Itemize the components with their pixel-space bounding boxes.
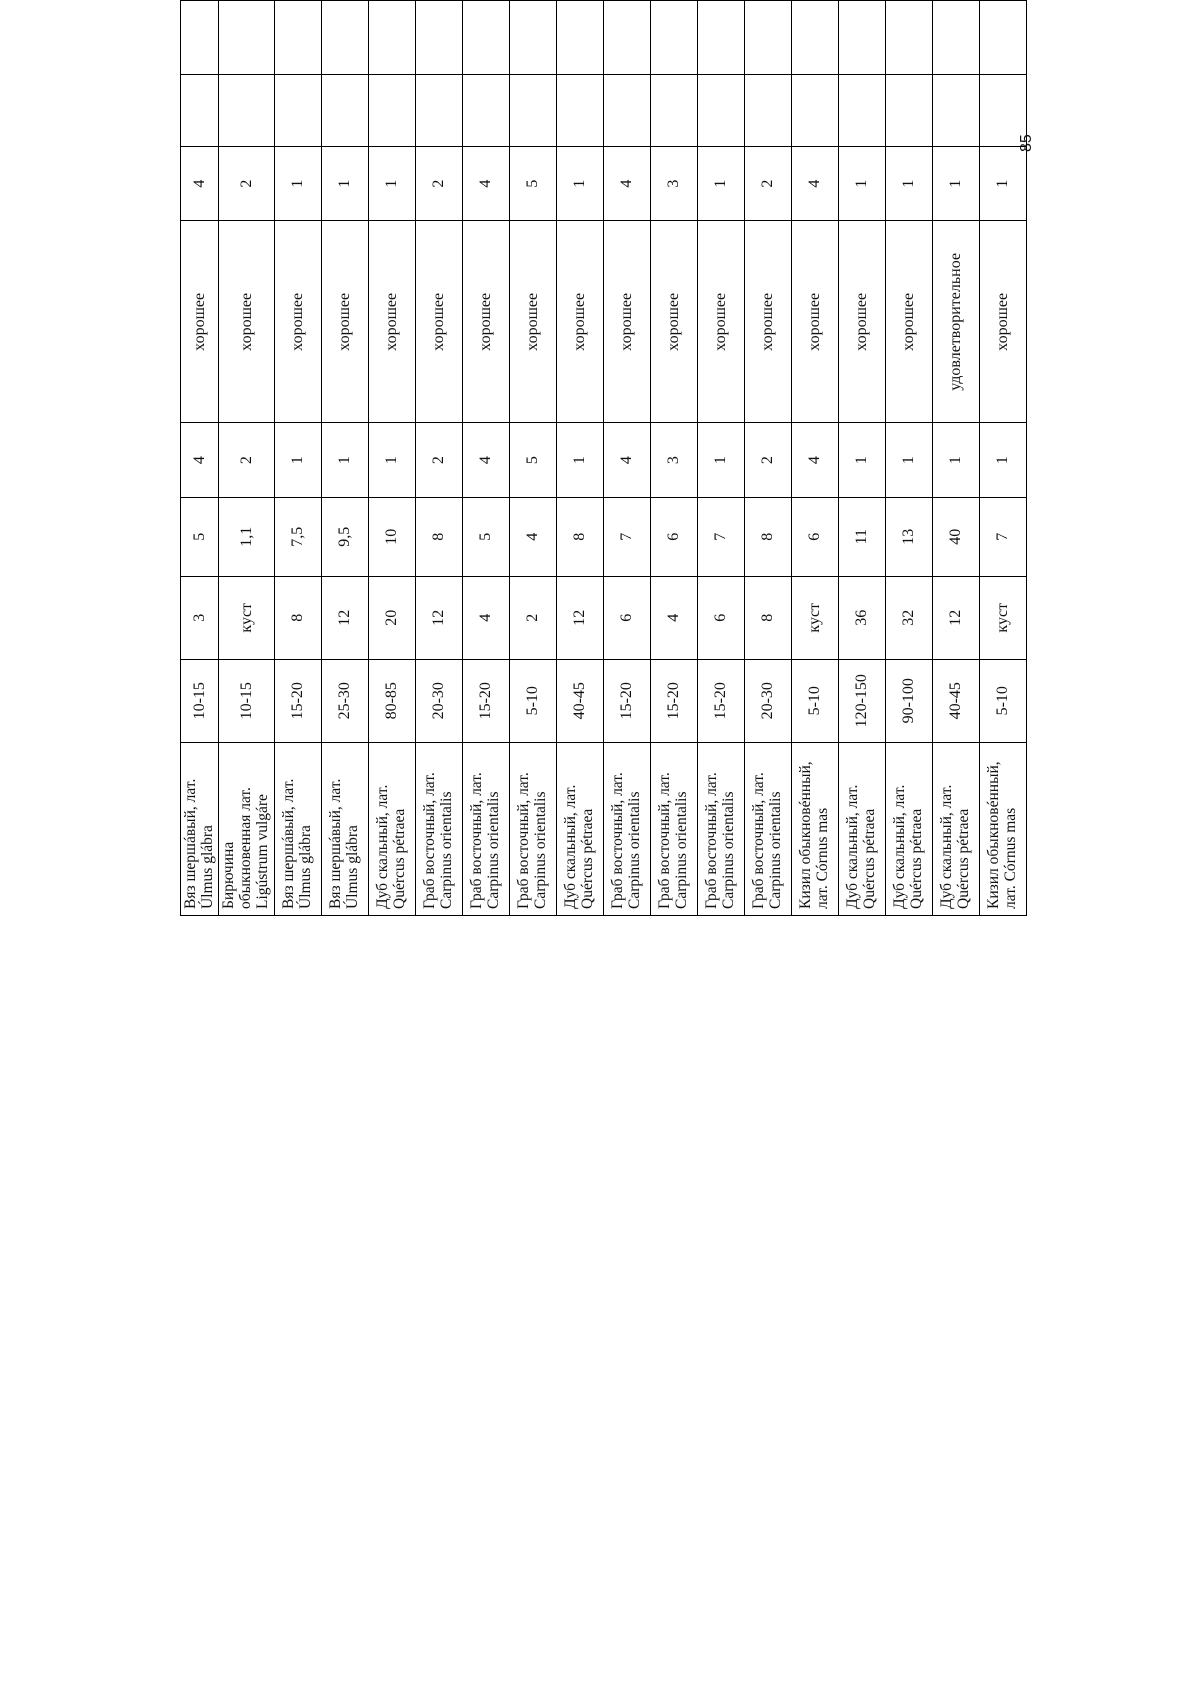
cell-diameter: 7 xyxy=(979,497,1026,576)
cell-count: 1 xyxy=(556,423,603,497)
cell-count: 4 xyxy=(791,423,838,497)
cell-height: 12 xyxy=(556,576,603,659)
cell-extra-1 xyxy=(462,74,509,146)
cell-count-2: 1 xyxy=(932,147,979,221)
cell-count: 4 xyxy=(181,423,219,497)
cell-species: Бирючина обыкновенная лат. Ligústrum vulgáre xyxy=(219,742,274,915)
cell-diameter: 7,5 xyxy=(274,497,321,576)
cell-condition: хорошее xyxy=(274,221,321,423)
cell-extra-1 xyxy=(219,74,274,146)
cell-age: 15-20 xyxy=(650,659,697,742)
cell-species: Дуб скальный, лат. Quércus pétraea xyxy=(556,742,603,915)
cell-age: 5-10 xyxy=(509,659,556,742)
cell-height: 3 xyxy=(181,576,219,659)
cell-height: 8 xyxy=(274,576,321,659)
cell-extra-2 xyxy=(979,1,1026,75)
cell-species: Граб восточный, лат. Carpinus orientalis xyxy=(603,742,650,915)
cell-count: 1 xyxy=(697,423,744,497)
cell-height: 8 xyxy=(744,576,791,659)
table-row xyxy=(885,1,932,916)
cell-count: 1 xyxy=(932,423,979,497)
cell-age: 15-20 xyxy=(462,659,509,742)
cell-height: 4 xyxy=(650,576,697,659)
cell-extra-1 xyxy=(932,74,979,146)
table-row xyxy=(838,1,885,916)
cell-count: 5 xyxy=(509,423,556,497)
cell-condition: хорошее xyxy=(509,221,556,423)
cell-extra-2 xyxy=(932,1,979,75)
cell-age: 40-45 xyxy=(556,659,603,742)
cell-diameter: 11 xyxy=(838,497,885,576)
cell-height: куст xyxy=(219,576,274,659)
cell-age: 10-15 xyxy=(219,659,274,742)
cell-extra-2 xyxy=(885,1,932,75)
table-row xyxy=(556,1,603,916)
cell-count-2: 1 xyxy=(885,147,932,221)
cell-species: Граб восточный, лат. Carpinus orientalis xyxy=(415,742,462,915)
table-row xyxy=(932,1,979,916)
cell-count-2: 4 xyxy=(603,147,650,221)
cell-diameter: 8 xyxy=(415,497,462,576)
cell-extra-1 xyxy=(885,74,932,146)
cell-height: 12 xyxy=(321,576,368,659)
cell-height: 12 xyxy=(415,576,462,659)
cell-count: 2 xyxy=(415,423,462,497)
cell-count: 2 xyxy=(744,423,791,497)
cell-extra-2 xyxy=(368,1,415,75)
cell-extra-1 xyxy=(368,74,415,146)
cell-age: 10-15 xyxy=(181,659,219,742)
cell-count: 1 xyxy=(321,423,368,497)
cell-condition: хорошее xyxy=(650,221,697,423)
cell-count: 3 xyxy=(650,423,697,497)
table-row xyxy=(603,1,650,916)
cell-species: Граб восточный, лат. Carpinus orientalis xyxy=(509,742,556,915)
cell-extra-2 xyxy=(181,1,219,75)
tree-inventory-table xyxy=(180,0,1027,916)
table-row xyxy=(321,1,368,916)
cell-age: 20-30 xyxy=(415,659,462,742)
cell-species: Дуб скальный, лат. Quércus pétraea xyxy=(932,742,979,915)
cell-condition: хорошее xyxy=(603,221,650,423)
cell-species: Дуб скальный, лат. Quércus pétraea xyxy=(368,742,415,915)
cell-age: 80-85 xyxy=(368,659,415,742)
cell-count: 4 xyxy=(462,423,509,497)
cell-extra-2 xyxy=(219,1,274,75)
cell-height: куст xyxy=(791,576,838,659)
cell-species: Дуб скальный, лат. Quércus pétraea xyxy=(885,742,932,915)
cell-diameter: 40 xyxy=(932,497,979,576)
cell-height: 32 xyxy=(885,576,932,659)
cell-condition: хорошее xyxy=(979,221,1026,423)
cell-extra-2 xyxy=(744,1,791,75)
cell-count-2: 1 xyxy=(274,147,321,221)
cell-extra-1 xyxy=(838,74,885,146)
cell-count-2: 1 xyxy=(321,147,368,221)
cell-extra-2 xyxy=(650,1,697,75)
cell-height: 2 xyxy=(509,576,556,659)
table-row xyxy=(697,1,744,916)
cell-species: Кизил обыкновéнный, лат. Córnus mas xyxy=(791,742,838,915)
table-row xyxy=(462,1,509,916)
cell-extra-2 xyxy=(556,1,603,75)
cell-species: Граб восточный, лат. Carpinus orientalis xyxy=(744,742,791,915)
cell-diameter: 9,5 xyxy=(321,497,368,576)
cell-age: 15-20 xyxy=(603,659,650,742)
cell-count-2: 4 xyxy=(181,147,219,221)
cell-count: 1 xyxy=(368,423,415,497)
table-row xyxy=(415,1,462,916)
cell-species: Граб восточный, лат. Carpinus orientalis xyxy=(650,742,697,915)
table-row xyxy=(791,1,838,916)
cell-condition: хорошее xyxy=(744,221,791,423)
cell-height: 6 xyxy=(697,576,744,659)
cell-diameter: 5 xyxy=(462,497,509,576)
cell-condition: хорошее xyxy=(791,221,838,423)
cell-diameter: 1,1 xyxy=(219,497,274,576)
table-row xyxy=(219,1,274,916)
cell-diameter: 6 xyxy=(650,497,697,576)
cell-height: 12 xyxy=(932,576,979,659)
cell-extra-1 xyxy=(791,74,838,146)
table-body xyxy=(181,1,1027,916)
cell-condition: хорошее xyxy=(885,221,932,423)
cell-count-2: 2 xyxy=(219,147,274,221)
cell-extra-2 xyxy=(603,1,650,75)
cell-height: 20 xyxy=(368,576,415,659)
cell-age: 120-150 xyxy=(838,659,885,742)
cell-count-2: 1 xyxy=(556,147,603,221)
cell-age: 25-30 xyxy=(321,659,368,742)
cell-height: 36 xyxy=(838,576,885,659)
cell-count: 1 xyxy=(274,423,321,497)
cell-condition: хорошее xyxy=(838,221,885,423)
cell-species: Граб восточный, лат. Carpinus orientalis xyxy=(462,742,509,915)
cell-extra-1 xyxy=(603,74,650,146)
cell-diameter: 4 xyxy=(509,497,556,576)
cell-condition: хорошее xyxy=(462,221,509,423)
cell-extra-1 xyxy=(181,74,219,146)
cell-condition: хорошее xyxy=(697,221,744,423)
cell-height: 6 xyxy=(603,576,650,659)
cell-extra-2 xyxy=(274,1,321,75)
cell-count: 2 xyxy=(219,423,274,497)
cell-extra-2 xyxy=(462,1,509,75)
table-row xyxy=(274,1,321,916)
cell-extra-1 xyxy=(697,74,744,146)
cell-extra-1 xyxy=(744,74,791,146)
cell-extra-1 xyxy=(556,74,603,146)
cell-age: 15-20 xyxy=(274,659,321,742)
table-row xyxy=(509,1,556,916)
cell-age: 20-30 xyxy=(744,659,791,742)
cell-extra-2 xyxy=(509,1,556,75)
cell-diameter: 13 xyxy=(885,497,932,576)
cell-extra-2 xyxy=(791,1,838,75)
cell-diameter: 7 xyxy=(603,497,650,576)
cell-extra-2 xyxy=(697,1,744,75)
cell-extra-1 xyxy=(509,74,556,146)
cell-diameter: 10 xyxy=(368,497,415,576)
cell-count-2: 1 xyxy=(697,147,744,221)
cell-count-2: 2 xyxy=(744,147,791,221)
cell-extra-1 xyxy=(321,74,368,146)
cell-species: Вяз шершáвый, лат. Úlmus glábra xyxy=(274,742,321,915)
cell-diameter: 6 xyxy=(791,497,838,576)
cell-species: Дуб скальный, лат. Quércus pétraea xyxy=(838,742,885,915)
cell-condition: хорошее xyxy=(368,221,415,423)
cell-count-2: 1 xyxy=(979,147,1026,221)
table-row xyxy=(744,1,791,916)
cell-height: куст xyxy=(979,576,1026,659)
cell-diameter: 5 xyxy=(181,497,219,576)
table-row xyxy=(368,1,415,916)
cell-count-2: 1 xyxy=(838,147,885,221)
cell-species: Вяз шершáвый, лат. Úlmus glábra xyxy=(181,742,219,915)
cell-diameter: 8 xyxy=(556,497,603,576)
cell-age: 90-100 xyxy=(885,659,932,742)
cell-extra-2 xyxy=(838,1,885,75)
cell-species: Граб восточный, лат. Carpinus orientalis xyxy=(697,742,744,915)
page-number: 85 xyxy=(1018,134,1035,152)
cell-extra-2 xyxy=(321,1,368,75)
cell-extra-1 xyxy=(274,74,321,146)
cell-condition: хорошее xyxy=(219,221,274,423)
cell-condition: хорошее xyxy=(181,221,219,423)
cell-count: 1 xyxy=(885,423,932,497)
cell-condition: хорошее xyxy=(321,221,368,423)
cell-count-2: 5 xyxy=(509,147,556,221)
cell-species: Вяз шершáвый, лат. Úlmus glábra xyxy=(321,742,368,915)
cell-age: 5-10 xyxy=(791,659,838,742)
cell-count: 1 xyxy=(979,423,1026,497)
cell-age: 15-20 xyxy=(697,659,744,742)
cell-height: 4 xyxy=(462,576,509,659)
cell-extra-1 xyxy=(650,74,697,146)
cell-species: Кизил обыкновéнный, лат. Córnus mas xyxy=(979,742,1026,915)
cell-count-2: 2 xyxy=(415,147,462,221)
cell-count-2: 3 xyxy=(650,147,697,221)
cell-age: 40-45 xyxy=(932,659,979,742)
cell-condition: хорошее xyxy=(556,221,603,423)
cell-extra-2 xyxy=(415,1,462,75)
cell-diameter: 7 xyxy=(697,497,744,576)
cell-count: 4 xyxy=(603,423,650,497)
cell-count: 1 xyxy=(838,423,885,497)
cell-age: 5-10 xyxy=(979,659,1026,742)
cell-count-2: 4 xyxy=(791,147,838,221)
cell-condition: удовлетворительное xyxy=(932,221,979,423)
cell-extra-1 xyxy=(415,74,462,146)
table-row xyxy=(650,1,697,916)
table-row xyxy=(181,1,219,916)
cell-count-2: 1 xyxy=(368,147,415,221)
cell-condition: хорошее xyxy=(415,221,462,423)
cell-count-2: 4 xyxy=(462,147,509,221)
cell-diameter: 8 xyxy=(744,497,791,576)
